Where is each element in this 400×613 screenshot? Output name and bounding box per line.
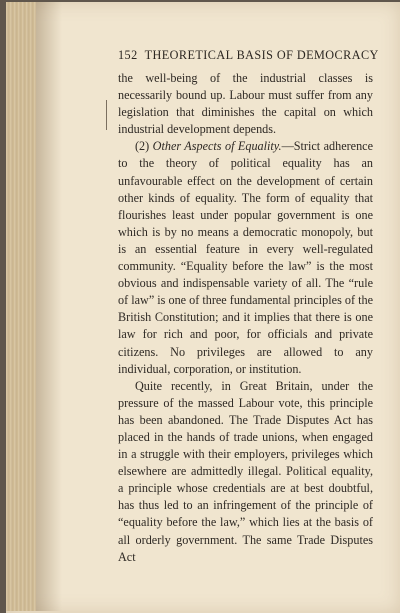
section-number: (2) [135,139,153,154]
body-text [118,70,373,566]
paragraph-2-body: —Strict adherence to the theory of political equality has an unfavourable effect on the development of certain other kinds of equality. The form of equality that flourishes least under popular government is one which is by no means a democratic monopoly, but is an essential feature in every well-regulated community. “Equality before the law” is the most obvious and indispensable variety of all. The “rule of law” is one of three fundamental principles of the British Constitution; and it implies that there is one law for rich and poor, for officials and private citizens. No privileges are allowed to any individual, corporation, or institution. [118,139,373,376]
section-heading: Other Aspects of Equality. [152,139,282,154]
running-title: THEORETICAL BASIS OF DEMOCRACY [144,48,379,62]
paragraph-1: the well-being of the industrial classes is necessarily bound up. Labour must suffer from any legislation that diminishes the capital on which industrial development depends. [118,71,373,137]
paragraph-2 [118,138,373,377]
page-number: 152 [118,48,138,62]
running-header [118,48,379,63]
paragraph-3: Quite recently, in Great Britain, under the pressure of the massed Labour vote, this principle has been abandoned. The Trade Disputes Act has placed in the hands of trade unions, when engaged in a struggle with their employers, privileges which elsewhere are admittedly illegal. Political equality, a principle whose credentials are at best doubtful, has thus led to an infringement of the principle of “equality before the law,” which lies at the basis of all orderly government. The same Trade Disputes Act [118,378,373,564]
page-edges [6,2,36,611]
margin-pencil-mark [106,100,107,130]
gutter-shadow [36,2,62,611]
